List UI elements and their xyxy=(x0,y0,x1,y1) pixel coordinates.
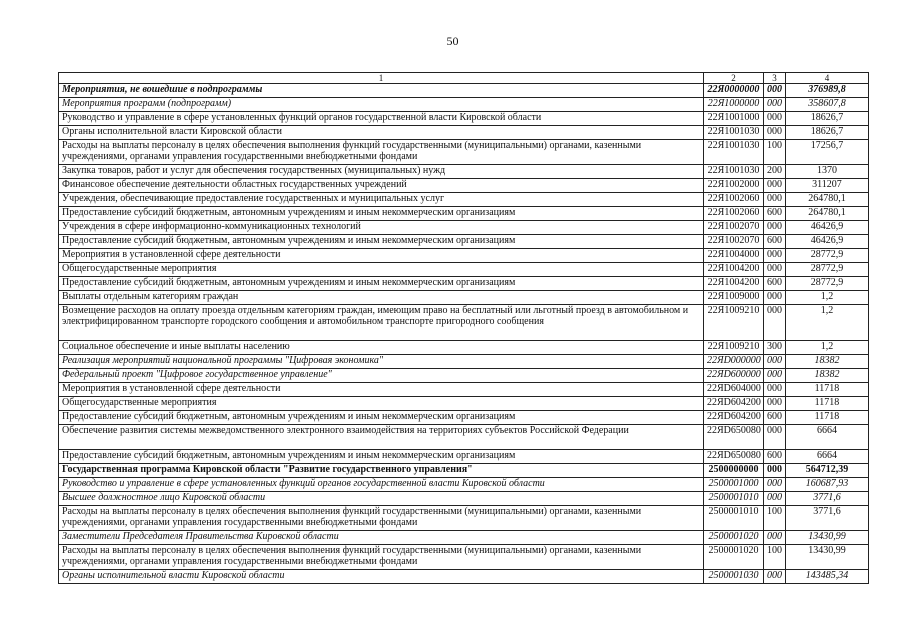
row-name: Государственная программа Кировской области "Развитие государственного управления" xyxy=(59,464,704,478)
row-code: 22Я1001030 xyxy=(704,165,764,179)
row-amount: 46426,9 xyxy=(786,221,869,235)
row-code: 22Я1004200 xyxy=(704,277,764,291)
row-amount: 18382 xyxy=(786,355,869,369)
column-header-3: 3 xyxy=(764,73,786,84)
table-row xyxy=(59,450,869,464)
row-name: Расходы на выплаты персоналу в целях обеспечения выполнения функций государственными (муниципальными) органами, казенными учреждениями, органами управления государственными внебюджетными фондами xyxy=(59,506,704,531)
row-code: 22ЯD604200 xyxy=(704,397,764,411)
row-amount: 1370 xyxy=(786,165,869,179)
table-row xyxy=(59,369,869,383)
row-code: 22Я1001030 xyxy=(704,140,764,165)
row-name: Обеспечение развития системы межведомственного электронного взаимодействия на территориях субъектов Российской Федерации xyxy=(59,425,704,450)
row-name: Предоставление субсидий бюджетным, автономным учреждениям и иным некоммерческим организациям xyxy=(59,277,704,291)
row-name: Финансовое обеспечение деятельности областных государственных учреждений xyxy=(59,179,704,193)
row-expense-type: 000 xyxy=(764,84,786,98)
row-code: 22ЯD604000 xyxy=(704,383,764,397)
row-name: Общегосударственные мероприятия xyxy=(59,397,704,411)
row-expense-type: 000 xyxy=(764,355,786,369)
table-row xyxy=(59,383,869,397)
row-code: 2500001020 xyxy=(704,545,764,570)
row-name: Мероприятия в установленной сфере деятельности xyxy=(59,383,704,397)
table-row xyxy=(59,425,869,450)
row-amount: 11718 xyxy=(786,383,869,397)
row-expense-type: 000 xyxy=(764,249,786,263)
row-expense-type: 000 xyxy=(764,369,786,383)
table-row xyxy=(59,545,869,570)
row-amount: 13430,99 xyxy=(786,531,869,545)
row-expense-type: 000 xyxy=(764,570,786,584)
row-name: Закупка товаров, работ и услуг для обеспечения государственных (муниципальных) нужд xyxy=(59,165,704,179)
row-code: 22Я0000000 xyxy=(704,84,764,98)
row-name: Органы исполнительной власти Кировской области xyxy=(59,126,704,140)
row-amount: 143485,34 xyxy=(786,570,869,584)
row-name: Учреждения, обеспечивающие предоставление государственных и муниципальных услуг xyxy=(59,193,704,207)
table-row xyxy=(59,235,869,249)
row-code: 22Я1001030 xyxy=(704,126,764,140)
table-row xyxy=(59,140,869,165)
table-row xyxy=(59,341,869,355)
row-amount: 18626,7 xyxy=(786,112,869,126)
row-expense-type: 000 xyxy=(764,112,786,126)
row-expense-type: 600 xyxy=(764,207,786,221)
row-amount: 6664 xyxy=(786,425,869,450)
row-name: Руководство и управление в сфере установленных функций органов государственной власти Кировской области xyxy=(59,478,704,492)
row-name: Федеральный проект "Цифровое государственное управление" xyxy=(59,369,704,383)
row-name: Мероприятия в установленной сфере деятельности xyxy=(59,249,704,263)
row-name: Реализация мероприятий национальной программы "Цифровая экономика" xyxy=(59,355,704,369)
row-amount: 311207 xyxy=(786,179,869,193)
column-header-1: 1 xyxy=(59,73,704,84)
page-number: 50 xyxy=(446,34,459,48)
table-row xyxy=(59,84,869,98)
table-row xyxy=(59,112,869,126)
table-row xyxy=(59,492,869,506)
row-name: Заместители Председателя Правительства Кировской области xyxy=(59,531,704,545)
table-row xyxy=(59,478,869,492)
column-header-2: 2 xyxy=(704,73,764,84)
row-code: 22Я1009000 xyxy=(704,291,764,305)
table-row xyxy=(59,207,869,221)
row-amount: 11718 xyxy=(786,397,869,411)
table-row xyxy=(59,179,869,193)
row-expense-type: 000 xyxy=(764,383,786,397)
row-name: Выплаты отдельным категориям граждан xyxy=(59,291,704,305)
row-amount: 160687,93 xyxy=(786,478,869,492)
table-header-row xyxy=(59,73,869,84)
row-expense-type: 000 xyxy=(764,221,786,235)
row-expense-type: 300 xyxy=(764,341,786,355)
row-code: 22Я1009210 xyxy=(704,341,764,355)
row-expense-type: 000 xyxy=(764,305,786,341)
table-row xyxy=(59,531,869,545)
row-code: 22ЯD650080 xyxy=(704,450,764,464)
row-name: Предоставление субсидий бюджетным, автономным учреждениям и иным некоммерческим организациям xyxy=(59,235,704,249)
row-expense-type: 600 xyxy=(764,235,786,249)
table-row xyxy=(59,126,869,140)
table-row xyxy=(59,397,869,411)
row-code: 22ЯD600000 xyxy=(704,369,764,383)
row-expense-type: 000 xyxy=(764,263,786,277)
table-row xyxy=(59,277,869,291)
row-code: 22Я1002070 xyxy=(704,221,764,235)
row-amount: 264780,1 xyxy=(786,207,869,221)
row-expense-type: 000 xyxy=(764,126,786,140)
row-expense-type: 000 xyxy=(764,193,786,207)
row-amount: 358607,8 xyxy=(786,98,869,112)
row-name: Возмещение расходов на оплату проезда отдельным категориям граждан, имеющим право на бесплатный или льготный проезд в автомобильном и электрифицированном транспорте городского сообщения и автомобильном транспорте пригородного сообщения xyxy=(59,305,704,341)
row-amount: 3771,6 xyxy=(786,492,869,506)
table-row xyxy=(59,411,869,425)
row-amount: 1,2 xyxy=(786,341,869,355)
row-expense-type: 000 xyxy=(764,425,786,450)
row-amount: 6664 xyxy=(786,450,869,464)
row-expense-type: 200 xyxy=(764,165,786,179)
row-name: Мероприятия программ (подпрограмм) xyxy=(59,98,704,112)
row-amount: 28772,9 xyxy=(786,249,869,263)
row-expense-type: 600 xyxy=(764,450,786,464)
row-amount: 564712,39 xyxy=(786,464,869,478)
row-name: Высшее должностное лицо Кировской области xyxy=(59,492,704,506)
table-row xyxy=(59,506,869,531)
budget-table xyxy=(58,72,869,584)
row-code: 22Я1004200 xyxy=(704,263,764,277)
table-row xyxy=(59,570,869,584)
row-expense-type: 000 xyxy=(764,98,786,112)
row-code: 22Я1001000 xyxy=(704,112,764,126)
table-row xyxy=(59,305,869,341)
column-header-4: 4 xyxy=(786,73,869,84)
row-amount: 28772,9 xyxy=(786,263,869,277)
row-code: 22Я1009210 xyxy=(704,305,764,341)
row-code: 22Я1002060 xyxy=(704,207,764,221)
row-expense-type: 000 xyxy=(764,464,786,478)
row-code: 2500001010 xyxy=(704,492,764,506)
row-code: 22Я1004000 xyxy=(704,249,764,263)
row-code: 2500001010 xyxy=(704,506,764,531)
row-name: Общегосударственные мероприятия xyxy=(59,263,704,277)
row-code: 2500000000 xyxy=(704,464,764,478)
row-name: Предоставление субсидий бюджетным, автономным учреждениям и иным некоммерческим организациям xyxy=(59,411,704,425)
table-row xyxy=(59,355,869,369)
table-row xyxy=(59,263,869,277)
row-code: 22Я1002060 xyxy=(704,193,764,207)
row-code: 2500001000 xyxy=(704,478,764,492)
row-amount: 264780,1 xyxy=(786,193,869,207)
row-amount: 13430,99 xyxy=(786,545,869,570)
row-code: 22Я1002000 xyxy=(704,179,764,193)
row-code: 22ЯD650080 xyxy=(704,425,764,450)
row-name: Органы исполнительной власти Кировской области xyxy=(59,570,704,584)
row-code: 22Я1000000 xyxy=(704,98,764,112)
row-expense-type: 600 xyxy=(764,277,786,291)
row-name: Руководство и управление в сфере установленных функций органов государственной власти Кировской области xyxy=(59,112,704,126)
row-amount: 28772,9 xyxy=(786,277,869,291)
table-row xyxy=(59,291,869,305)
row-expense-type: 000 xyxy=(764,291,786,305)
row-amount: 1,2 xyxy=(786,305,869,341)
row-amount: 18382 xyxy=(786,369,869,383)
row-code: 2500001030 xyxy=(704,570,764,584)
row-name: Расходы на выплаты персоналу в целях обеспечения выполнения функций государственными (муниципальными) органами, казенными учреждениями, органами управления государственными внебюджетными фондами xyxy=(59,545,704,570)
row-amount: 1,2 xyxy=(786,291,869,305)
row-name: Предоставление субсидий бюджетным, автономным учреждениям и иным некоммерческим организациям xyxy=(59,207,704,221)
table-row xyxy=(59,221,869,235)
row-code: 2500001020 xyxy=(704,531,764,545)
row-amount: 46426,9 xyxy=(786,235,869,249)
row-amount: 11718 xyxy=(786,411,869,425)
table-row xyxy=(59,98,869,112)
table-row xyxy=(59,249,869,263)
row-name: Предоставление субсидий бюджетным, автономным учреждениям и иным некоммерческим организациям xyxy=(59,450,704,464)
row-amount: 17256,7 xyxy=(786,140,869,165)
row-expense-type: 000 xyxy=(764,179,786,193)
row-amount: 18626,7 xyxy=(786,126,869,140)
row-code: 22ЯD000000 xyxy=(704,355,764,369)
row-code: 22Я1002070 xyxy=(704,235,764,249)
row-name: Расходы на выплаты персоналу в целях обеспечения выполнения функций государственными (муниципальными) органами, казенными учреждениями, органами управления государственными внебюджетными фондами xyxy=(59,140,704,165)
table-row xyxy=(59,464,869,478)
row-name: Мероприятия, не вошедшие в подпрограммы xyxy=(59,84,704,98)
table-row xyxy=(59,193,869,207)
row-expense-type: 100 xyxy=(764,545,786,570)
row-code: 22ЯD604200 xyxy=(704,411,764,425)
row-expense-type: 000 xyxy=(764,492,786,506)
row-expense-type: 100 xyxy=(764,506,786,531)
row-expense-type: 000 xyxy=(764,397,786,411)
row-name: Учреждения в сфере информационно-коммуникационных технологий xyxy=(59,221,704,235)
row-expense-type: 000 xyxy=(764,478,786,492)
row-expense-type: 100 xyxy=(764,140,786,165)
row-expense-type: 600 xyxy=(764,411,786,425)
row-expense-type: 000 xyxy=(764,531,786,545)
row-amount: 376989,8 xyxy=(786,84,869,98)
row-name: Социальное обеспечение и иные выплаты населению xyxy=(59,341,704,355)
row-amount: 3771,6 xyxy=(786,506,869,531)
table-row xyxy=(59,165,869,179)
